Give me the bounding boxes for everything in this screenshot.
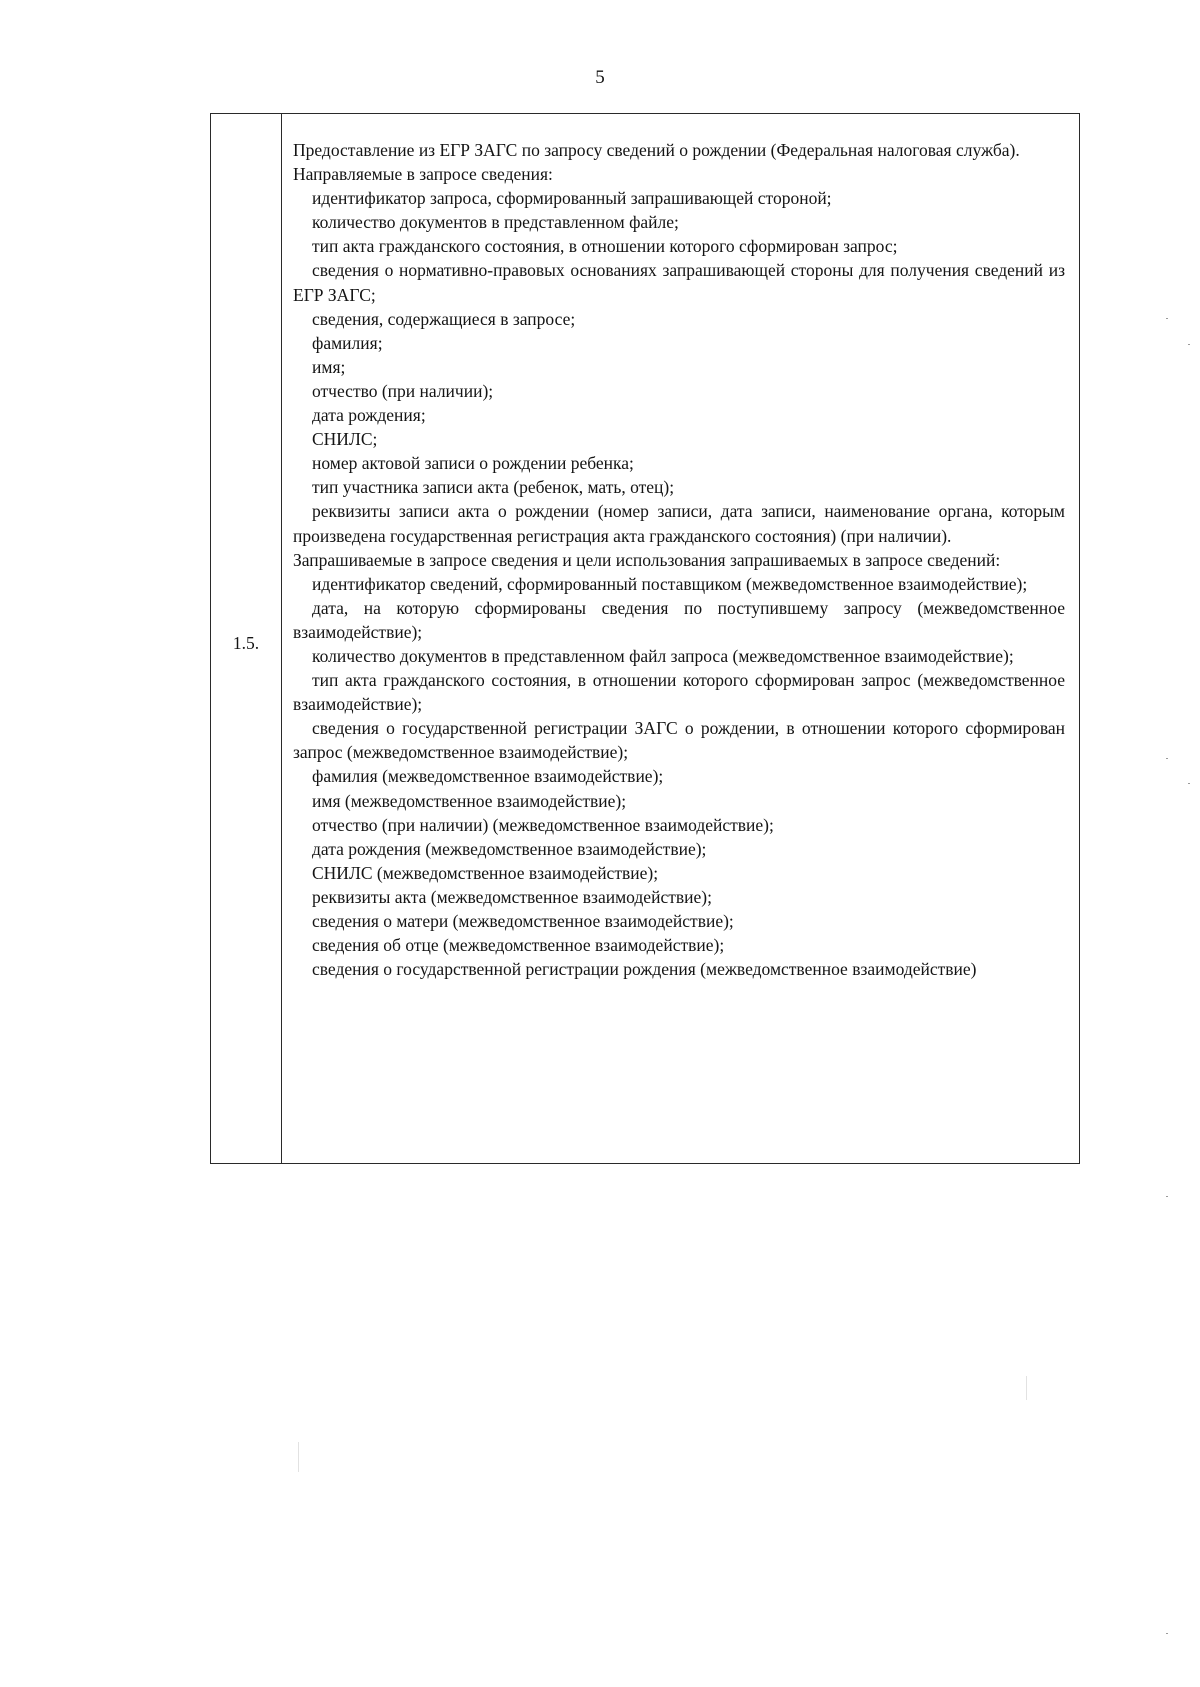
paragraph: тип акта гражданского состояния, в отношении которого сформирован запрос; <box>312 236 898 257</box>
paragraph: реквизиты акта (межведомственное взаимодействие); <box>312 886 712 907</box>
paragraph: дата рождения (межведомственное взаимодействие); <box>312 838 707 859</box>
paragraph: сведения о государственной регистрации рождения (межведомственное взаимодействие) <box>312 959 977 980</box>
paragraph: отчество (при наличии); <box>312 380 494 401</box>
paragraph: имя (межведомственное взаимодействие); <box>312 790 627 811</box>
paragraph: сведения о матери (межведомственное взаимодействие); <box>312 911 734 931</box>
paragraph: Запрашиваемые в запросе сведения и цели использования запрашиваемых в запросе сведений: <box>293 549 1001 570</box>
paragraph: Направляемые в запросе сведения: <box>293 164 553 185</box>
paragraph: Предоставление из ЕГР ЗАГС по запросу сведений о рождении (Федеральная налоговая служба). <box>293 140 1020 160</box>
paragraph: сведения о нормативно-правовых основаниях запрашивающей стороны для получения сведений из ЕГР ЗАГС; <box>293 260 1065 305</box>
paragraph: номер актовой записи о рождении ребенка; <box>312 453 634 474</box>
paragraph: имя; <box>312 356 346 377</box>
paragraph: тип акта гражданского состояния, в отношении которого сформирован запрос (межведомственное взаимодействие); <box>293 670 1065 715</box>
paragraph: СНИЛС (межведомственное взаимодействие); <box>312 862 659 883</box>
scan-artifact <box>1026 1376 1027 1400</box>
column-divider <box>281 114 282 1163</box>
paragraph: отчество (при наличии) (межведомственное взаимодействие); <box>312 814 774 835</box>
paragraph: количество документов в представленном файле; <box>312 212 679 233</box>
row-number-cell: 1.5. <box>232 633 260 653</box>
scan-artifact <box>1188 344 1190 345</box>
scan-artifact <box>1166 318 1168 319</box>
scan-artifact <box>1188 783 1190 784</box>
document-table <box>210 113 1080 1164</box>
scan-artifact <box>1166 1196 1168 1197</box>
paragraph: дата, на которую сформированы сведения по поступившему запросу (межведомственное взаимодействие); <box>293 597 1065 642</box>
paragraph: фамилия; <box>312 332 383 353</box>
scan-artifact <box>1166 758 1168 759</box>
paragraph: фамилия (межведомственное взаимодействие); <box>312 766 664 787</box>
paragraph: количество документов в представленном файл запроса (межведомственное взаимодействие); <box>312 645 1014 666</box>
paragraph: идентификатор сведений, сформированный поставщиком (межведомственное взаимодействие); <box>312 573 1028 594</box>
paragraph: идентификатор запроса, сформированный запрашивающей стороной; <box>312 188 832 209</box>
scan-artifact <box>298 1442 299 1472</box>
paragraph: дата рождения; <box>312 405 426 426</box>
paragraph: тип участника записи акта (ребенок, мать, отец); <box>312 477 675 498</box>
scan-artifact <box>1166 1633 1168 1634</box>
paragraph: СНИЛС; <box>312 429 378 450</box>
paragraph: сведения о государственной регистрации ЗАГС о рождении, в отношении которого сформирован запрос (межведомственное взаимодействие); <box>293 718 1065 763</box>
content-cell <box>293 138 1065 981</box>
paragraph: реквизиты записи акта о рождении (номер записи, дата записи, наименование органа, которым произведена государственная регистрация акта гражданского состояния) (при наличии). <box>293 501 1065 546</box>
paragraph: сведения, содержащиеся в запросе; <box>312 308 576 329</box>
paragraph: сведения об отце (межведомственное взаимодействие); <box>312 935 725 956</box>
page-number: 5 <box>595 67 605 88</box>
